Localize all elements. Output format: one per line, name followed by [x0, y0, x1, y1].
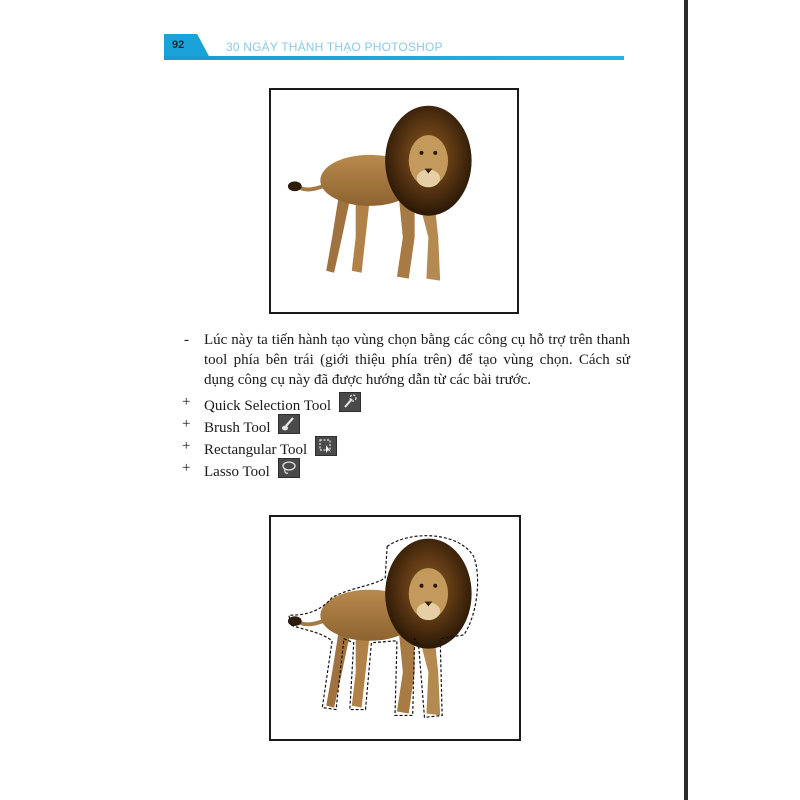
tool-label: Rectangular Tool — [204, 442, 308, 458]
page-number: 92 — [172, 39, 185, 51]
page-header — [164, 34, 624, 62]
tool-item-rectangular: + Rectangular Tool — [182, 436, 630, 456]
tool-label: Brush Tool — [204, 420, 271, 436]
tool-label: Lasso Tool — [204, 464, 270, 480]
intro-paragraph — [182, 330, 630, 390]
lion-selected-image — [271, 517, 519, 739]
tool-item-lasso: + Lasso Tool — [182, 458, 630, 478]
header-rule — [164, 56, 624, 60]
brush-icon — [278, 414, 300, 434]
quick-selection-icon — [339, 392, 361, 412]
lasso-icon — [278, 458, 300, 478]
book-title: 30 NGÀY THÀNH THẠO PHOTOSHOP — [226, 40, 443, 54]
tool-item-quick-selection: + Quick Selection Tool — [182, 392, 630, 412]
dash-bullet: - — [184, 332, 189, 348]
lion-selection-figure — [269, 515, 521, 741]
tool-item-brush: + Brush Tool — [182, 414, 630, 434]
intro-text: Lúc này ta tiến hành tạo vùng chọn bằng các công cụ hỗ trợ trên thanh tool phía bên trái (giới thiệu phía trên) để tạo vùng chọn. Cách sử dụng công cụ này đã được hướng dẫn từ các bài trước. — [204, 332, 630, 388]
lion-image — [271, 90, 517, 312]
lion-photo-figure — [269, 88, 519, 314]
rectangular-marquee-icon — [315, 436, 337, 456]
page-number-tab — [164, 34, 210, 58]
tool-label: Quick Selection Tool — [204, 398, 331, 414]
page-edge-shadow — [684, 0, 688, 800]
content-text — [182, 330, 630, 478]
